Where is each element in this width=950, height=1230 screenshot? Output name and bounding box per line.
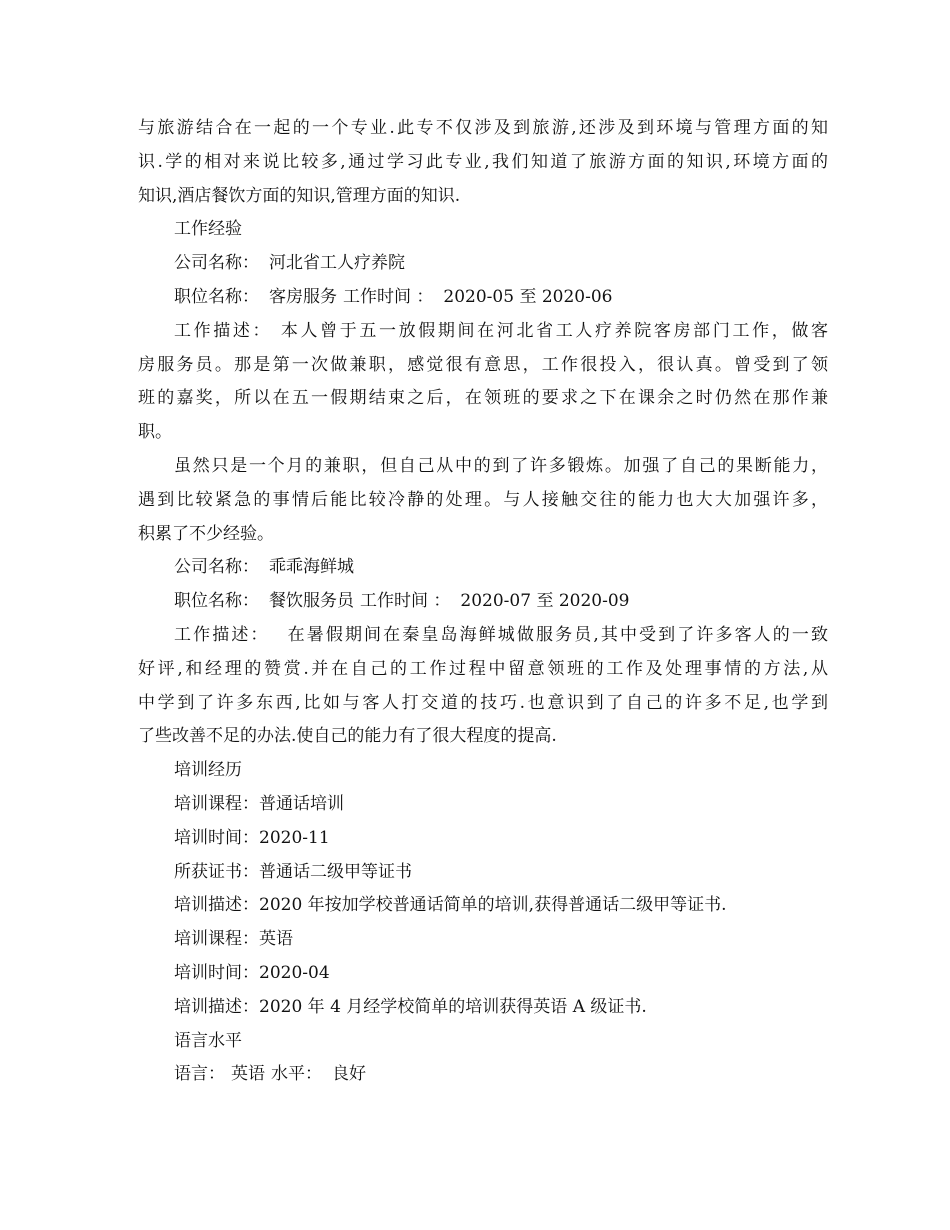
resume-content <box>138 112 828 1092</box>
job1-extra-line: 虽然只是一个月的兼职，但自己从中的到了许多锻炼。加强了自己的果断能力， <box>174 455 828 476</box>
language-label: 语言： <box>174 1064 225 1085</box>
job2-desc-line: 好评,和经理的赞赏.并在自己的工作过程中留意领班的工作及处理事情的方法,从 <box>138 658 828 679</box>
language-level-label: 水平： <box>271 1064 322 1085</box>
job2-desc-line: 中学到了许多东西,比如与客人打交道的技巧.也意识到了自己的许多不足,也学到 <box>138 692 828 713</box>
job1-time: 2020-05 至 2020-06 <box>443 286 613 307</box>
job1-desc-line: 班的嘉奖，所以在五一假期结束之后，在领班的要求之下在课余之时仍然在那作兼 <box>138 388 828 409</box>
training1-course: 培训课程：普通话培训 <box>174 793 344 814</box>
job1-desc-line <box>138 315 828 349</box>
education-text-line: 识.学的相对来说比较多,通过学习此专业,我们知道了旅游方面的知识,环境方面的 <box>138 151 828 172</box>
job1-extra-line: 遇到比较紧急的事情后能比较冷静的处理。与人接触交往的能力也大大加强许多， <box>138 489 828 510</box>
job1-company-row <box>138 247 828 281</box>
job2-position: 餐饮服务员 <box>269 591 354 612</box>
job1-position-label: 职位名称： <box>174 286 259 307</box>
job1-company-label: 公司名称： <box>174 253 259 274</box>
job2-desc-label: 工作描述： <box>174 624 270 645</box>
job1-extra-line: 积累了不少经验。 <box>138 523 274 544</box>
job2-company-label: 公司名称： <box>174 557 259 578</box>
job1-position-row <box>138 281 828 315</box>
job1-time-label: 工作时间 ： <box>343 286 434 307</box>
language-level: 良好 <box>332 1064 366 1085</box>
training2-course: 培训课程：英语 <box>174 929 293 950</box>
job2-position-label: 职位名称： <box>174 591 259 612</box>
job1-desc-label: 工作描述： <box>174 320 273 341</box>
training2-time: 培训时间：2020-04 <box>174 962 330 983</box>
language-value: 英语 <box>231 1064 265 1085</box>
job1-company: 河北省工人疗养院 <box>269 253 405 274</box>
training1-cert: 所获证书：普通话二级甲等证书 <box>174 861 412 882</box>
job1-desc-line: 职。 <box>138 422 172 443</box>
job2-position-row <box>138 585 828 619</box>
training2-desc: 培训描述：2020 年 4 月经学校简单的培训获得英语 A 级证书. <box>174 996 647 1017</box>
job2-desc-line: 了些改善不足的办法.使自己的能力有了很大程度的提高. <box>138 726 557 747</box>
job1-desc-line: 房服务员。那是第一次做兼职，感觉很有意思，工作很投入，很认真。曾受到了领 <box>138 354 828 375</box>
job2-desc-line <box>138 619 828 653</box>
training1-desc: 培训描述：2020 年按加学校普通话简单的培训,获得普通话二级甲等证书. <box>174 895 727 916</box>
language-heading: 语言水平 <box>174 1030 242 1051</box>
education-text-line: 与旅游结合在一起的一个专业.此专不仅涉及到旅游,还涉及到环境与管理方面的知 <box>138 118 828 138</box>
job1-desc-text: 本人曾于五一放假期间在河北省工人疗养院客房部门工作，做客 <box>278 320 829 341</box>
job1-position: 客房服务 <box>269 286 337 307</box>
job2-desc-text: 在暑假期间在秦皇岛海鲜城做服务员,其中受到了许多客人的一致 <box>285 624 828 645</box>
job2-time: 2020-07 至 2020-09 <box>460 591 630 612</box>
training-heading: 培训经历 <box>174 760 242 781</box>
work-experience-heading: 工作经验 <box>174 219 242 240</box>
language-row <box>138 1058 828 1092</box>
job2-company-row <box>138 551 828 585</box>
education-text-line: 知识,酒店餐饮方面的知识,管理方面的知识. <box>138 185 461 206</box>
job2-company: 乖乖海鲜城 <box>269 557 354 578</box>
job2-time-label: 工作时间 ： <box>360 591 451 612</box>
training1-time: 培训时间：2020-11 <box>174 827 330 848</box>
